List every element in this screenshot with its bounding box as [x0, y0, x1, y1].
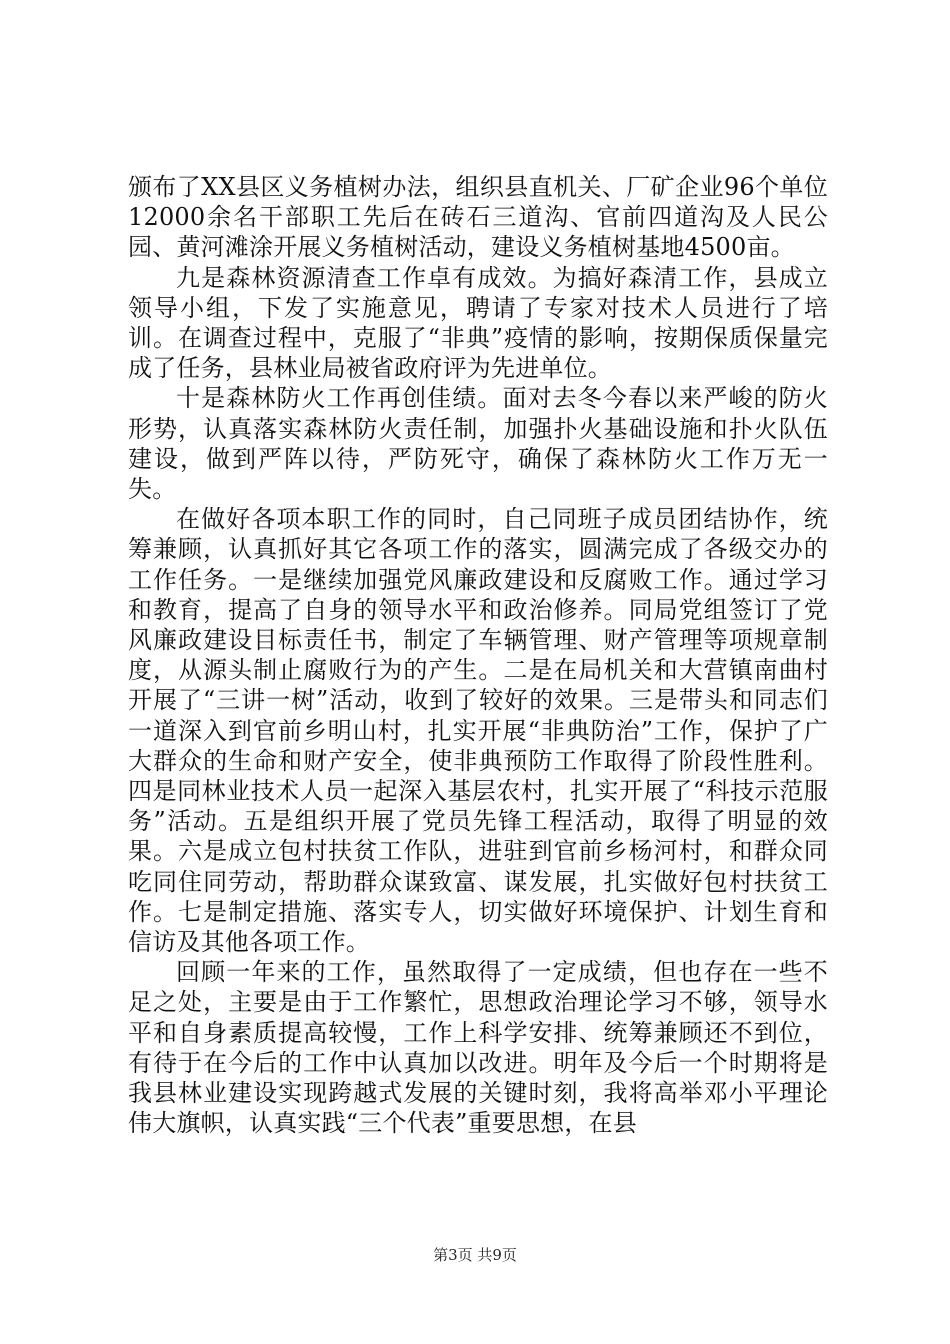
paragraph-2: 九是森林资源清查工作卓有成效。为搞好森清工作，县成立领导小组，下发了实施意见，聘请了专家对技术人员进行了培训。在调查过程中，克服了“非典”疫情的影响，按期保质保量完成了任务，县林业局被省政府评为先进单位。: [128, 263, 828, 383]
paragraph-3: 十是森林防火工作再创佳绩。面对去冬今春以来严峻的防火形势，认真落实森林防火责任制，加强扑火基础设施和扑火队伍建设，做到严阵以待，严防死守，确保了森林防火工作万无一失。: [128, 384, 828, 504]
page-number-footer: 第3页 共9页: [433, 1246, 517, 1264]
paragraph-1: 颁布了XX县区义务植树办法，组织县直机关、厂矿企业96个单位12000余名干部职工先后在砖石三道沟、官前四道沟及人民公园、黄河滩涂开展义务植树活动，建设义务植树基地4500亩。: [128, 173, 828, 262]
paragraph-4: 在做好各项本职工作的同时，自己同班子成员团结协作，统筹兼顾，认真抓好其它各项工作的落实，圆满完成了各级交办的工作任务。一是继续加强党风廉政建设和反腐败工作。通过学习和教育，提高了自身的领导水平和政治修养。同局党组签订了党风廉政建设目标责任书，制定了车辆管理、财产管理等项规章制度，从源头制止腐败行为的产生。二是在局机关和大营镇南曲村开展了“三讲一树”活动，收到了较好的效果。三是带头和同志们一道深入到官前乡明山村，扎实开展“非典防治”工作，保护了广大群众的生命和财产安全，使非典预防工作取得了阶段性胜利。四是同林业技术人员一起深入基层农村，扎实开展了“科技示范服务”活动。五是组织开展了党员先锋工程活动，取得了明显的效果。六是成立包村扶贫工作队，进驻到官前乡杨河村，和群众同吃同住同劳动，帮助群众谋致富、谋发展，扎实做好包村扶贫工作。七是制定措施、落实专人，切实做好环境保护、计划生育和信访及其他各项工作。: [128, 505, 828, 957]
document-body: [128, 172, 828, 1139]
paragraph-5: 回顾一年来的工作，虽然取得了一定成绩，但也存在一些不足之处，主要是由于工作繁忙，思想政治理论学习不够，领导水平和自身素质提高较慢，工作上科学安排、统筹兼顾还不到位，有待于在今后的工作中认真加以改进。明年及今后一个时期将是我县林业建设实现跨越式发展的关键时刻，我将高举邓小平理论伟大旗帜，认真实践“三个代表”重要思想，在县: [128, 958, 828, 1138]
